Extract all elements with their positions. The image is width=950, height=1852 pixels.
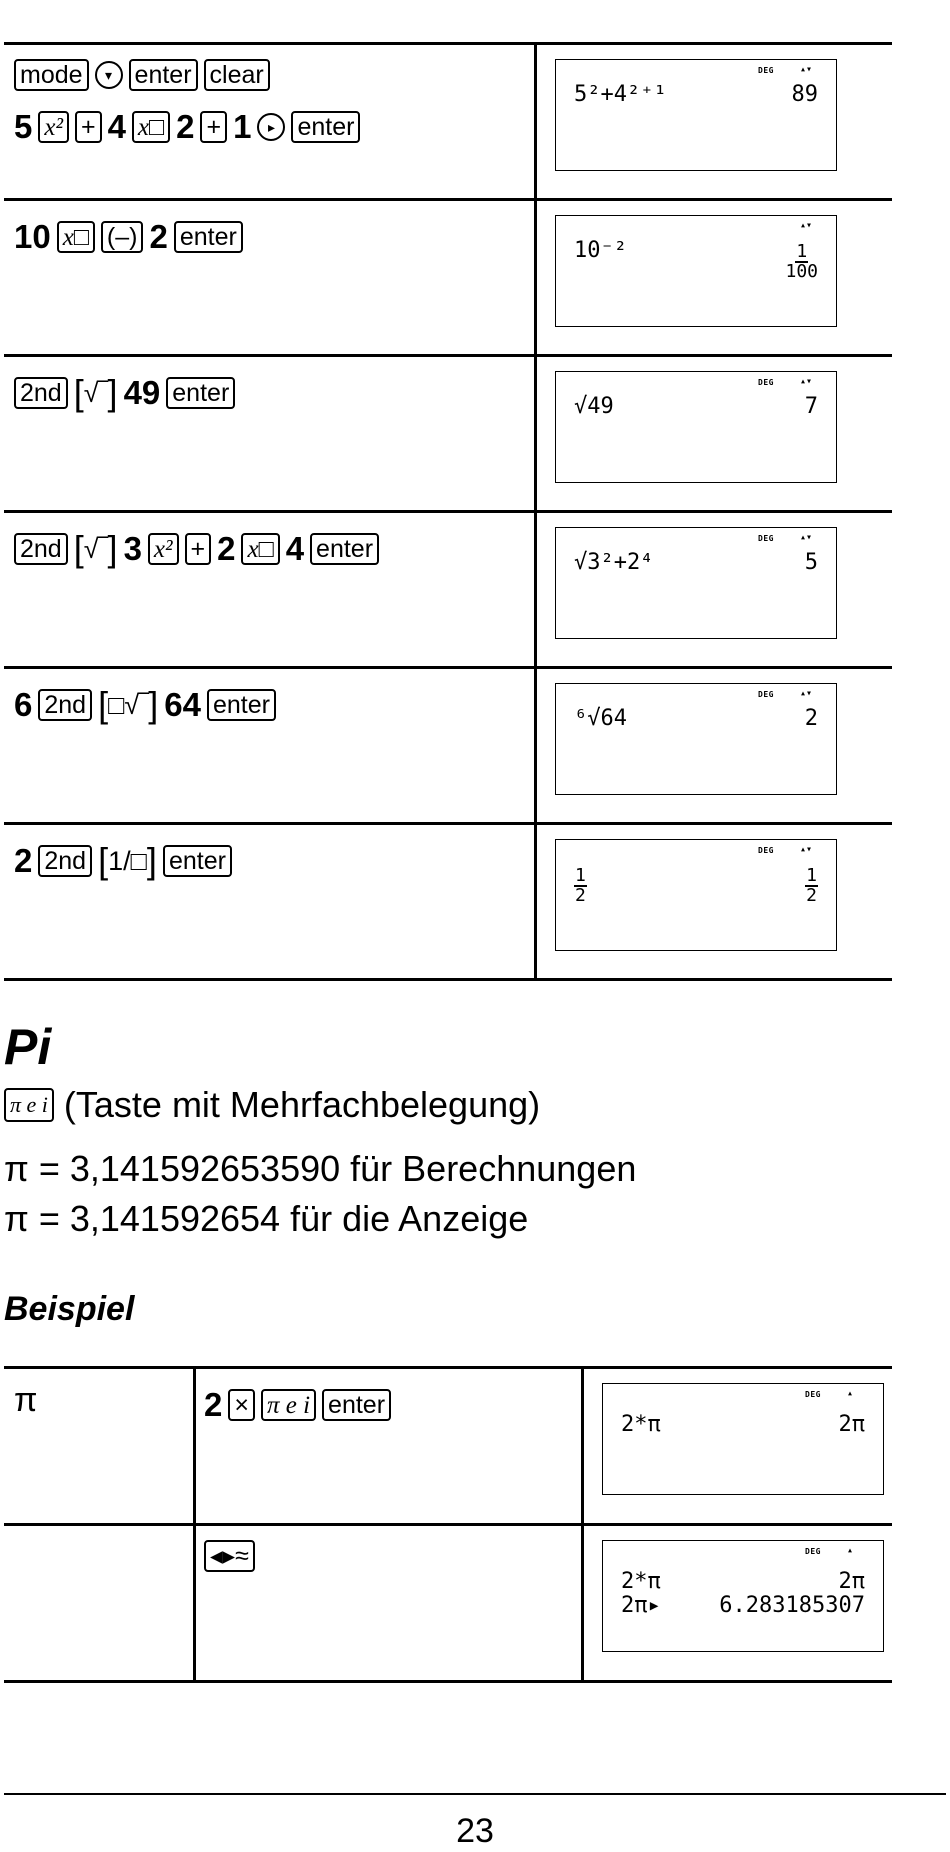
screen-line2-output: 6.283185307 [719, 1593, 865, 1618]
fraction-denominator: 100 [785, 261, 818, 282]
page-number: 23 [456, 1812, 494, 1850]
key-2nd[interactable]: 2nd [14, 377, 68, 409]
key-enter[interactable]: enter [166, 377, 235, 409]
section-heading-pi: Pi [4, 1019, 52, 1075]
scroll-indicator-icon: ▴▾ [799, 376, 812, 387]
key-[interactable]: + [185, 533, 212, 565]
key-enter[interactable]: enter [291, 111, 360, 143]
deg-indicator: DEG [805, 1390, 821, 1399]
typed-number: 64 [164, 686, 201, 723]
deg-indicator: DEG [758, 378, 774, 387]
scroll-indicator-icon: ▴▾ [799, 688, 812, 699]
table1-top-rule [4, 42, 892, 45]
table1-row-rule [4, 978, 892, 981]
bracket-left: [ [98, 684, 109, 725]
scroll-indicator-icon: ▴▾ [799, 64, 812, 75]
screen-input: √49 [574, 394, 614, 419]
typed-number: 6 [14, 686, 33, 723]
deg-indicator: DEG [758, 534, 774, 543]
scroll-indicator-icon: ▴▾ [799, 220, 812, 231]
key-enter[interactable]: enter [163, 845, 232, 877]
table1-row-rule [4, 822, 892, 825]
key-x[interactable]: x□ [241, 533, 279, 565]
typed-number: 4 [285, 530, 305, 567]
calculator-screen [555, 59, 837, 171]
table1-row-rule [4, 510, 892, 513]
screen-output-fraction [785, 243, 818, 281]
screen-output-fraction [805, 867, 818, 905]
key-enter[interactable]: enter [174, 221, 243, 253]
pi-key-description: (Taste mit Mehrfachbelegung) [63, 1084, 541, 1125]
keystroke-line [14, 105, 529, 149]
bracket-right: ] [107, 372, 118, 413]
pi-key-line [4, 1084, 540, 1126]
table1-keystroke-cell [14, 215, 529, 273]
key-ei[interactable]: π e i [261, 1389, 316, 1421]
pi-key: π e i [4, 1088, 54, 1122]
screen-line1-output: 2π [838, 1569, 865, 1594]
calculator-screen [602, 1540, 884, 1652]
calculator-screen [602, 1383, 884, 1495]
key-x[interactable]: x² [148, 533, 179, 565]
table1-keystroke-cell [14, 59, 529, 163]
calculator-screen [555, 839, 837, 951]
typed-number: 10 [14, 218, 51, 255]
typed-number: 2 [217, 530, 236, 567]
bracket-right: ] [148, 684, 159, 725]
key-x[interactable]: x□ [132, 111, 170, 143]
example-heading: Beispiel [4, 1290, 135, 1328]
table2-top-rule [4, 1366, 892, 1369]
scroll-indicator-icon: ▴ [846, 1545, 853, 1556]
fraction-numerator: 1 [806, 865, 817, 886]
keystroke-line [14, 371, 529, 415]
key-[interactable]: + [75, 111, 102, 143]
bracket-right: ] [146, 840, 157, 881]
keystroke-line [204, 1540, 574, 1572]
second-function-label [74, 527, 118, 571]
second-function-label [98, 683, 158, 727]
deg-indicator: DEG [758, 66, 774, 75]
key-[interactable]: × [228, 1389, 255, 1421]
function-name: √‾ [83, 534, 108, 564]
key-2nd[interactable]: 2nd [38, 845, 92, 877]
screen-input: 10⁻² [574, 238, 627, 263]
screen-output [805, 862, 818, 905]
typed-number: 2 [14, 842, 33, 879]
fraction-numerator: 1 [575, 865, 586, 886]
deg-indicator: DEG [758, 690, 774, 699]
typed-number: 1 [233, 108, 252, 145]
bracket-right: ] [107, 528, 118, 569]
screen-line2-input: 2π▸ [621, 1593, 661, 1618]
key-x[interactable]: x□ [57, 221, 95, 253]
calculator-screen [555, 371, 837, 483]
table1-keystroke-cell [14, 839, 529, 897]
deg-indicator: DEG [758, 846, 774, 855]
key-x[interactable]: x² [38, 111, 69, 143]
bracket-left: [ [73, 528, 84, 569]
second-function-label [74, 371, 118, 415]
table2-row-rule [4, 1523, 892, 1526]
key-enter[interactable]: enter [207, 689, 276, 721]
screen-line1-input: 2*π [621, 1412, 661, 1437]
scroll-indicator-icon: ▴▾ [799, 532, 812, 543]
screen-output: 5 [804, 550, 818, 575]
screen-line1-output: 2π [838, 1412, 865, 1437]
key-enter[interactable]: enter [322, 1389, 391, 1421]
calculator-screen [555, 527, 837, 639]
fraction-numerator: 1 [796, 241, 808, 262]
screen-input-fraction [574, 867, 587, 905]
second-function-label [98, 839, 157, 883]
table1-keystroke-cell [14, 683, 529, 741]
footer-rule [4, 1793, 946, 1795]
pi-display-precision: π = 3,141592654 für die Anzeige [4, 1198, 529, 1239]
table1-row-rule [4, 354, 892, 357]
table1-row-rule [4, 666, 892, 669]
typed-number: 49 [123, 374, 161, 411]
typed-number: 2 [204, 1386, 223, 1423]
scroll-indicator-icon: ▴▾ [799, 844, 812, 855]
screen-output: 7 [804, 394, 818, 419]
function-name: □√‾ [108, 690, 149, 720]
table1-keystroke-cell [14, 371, 529, 429]
screen-output: 89 [791, 82, 818, 107]
typed-number: 2 [176, 108, 195, 145]
table1-keystroke-cell [14, 527, 529, 585]
deg-indicator: DEG [805, 1547, 821, 1556]
function-name: √‾ [83, 378, 108, 408]
table2-keystroke-cell [204, 1540, 574, 1572]
calculator-screen [555, 683, 837, 795]
key-mode[interactable]: mode [14, 59, 89, 91]
scroll-indicator-icon: ▴ [846, 1388, 853, 1399]
keystroke-line [14, 527, 529, 571]
typed-number: 5 [14, 108, 33, 145]
keystroke-line [204, 1383, 574, 1427]
down-arrow-key-icon[interactable]: ▾ [95, 61, 123, 89]
keystroke-line [14, 683, 529, 727]
screen-line1-input: 2*π [621, 1569, 661, 1594]
typed-number: 4 [107, 108, 126, 145]
typed-number: 2 [149, 218, 168, 255]
screen-input: 5²+4²⁺¹ [574, 82, 667, 107]
pi-calc-precision: π = 3,141592653590 für Berechnungen [4, 1148, 637, 1189]
key-[interactable]: ◂▸≈ [204, 1540, 255, 1572]
table2-row-rule [4, 1680, 892, 1683]
calculator-screen [555, 215, 837, 327]
screen-input: √3²+2⁴ [574, 550, 654, 575]
key-clear[interactable]: clear [204, 59, 270, 91]
keystroke-line [14, 839, 529, 883]
key-enter[interactable]: enter [310, 533, 379, 565]
right-arrow-key-icon[interactable]: ▸ [257, 113, 285, 141]
fraction-denominator: 2 [806, 885, 817, 906]
screen-input: ⁶√64 [574, 706, 627, 731]
key-enter[interactable]: enter [129, 59, 198, 91]
screen-output [785, 238, 818, 281]
key-2nd[interactable]: 2nd [14, 533, 68, 565]
keystroke-line [14, 59, 529, 91]
bracket-left: [ [73, 372, 84, 413]
screen-output: 2 [804, 706, 818, 731]
table2-label: π [14, 1381, 38, 1419]
key-[interactable]: + [200, 111, 227, 143]
table2-keystroke-cell [204, 1383, 574, 1427]
typed-number: 3 [123, 530, 142, 567]
bracket-left: [ [98, 840, 109, 881]
screen-input [574, 862, 587, 905]
fraction-denominator: 2 [575, 885, 586, 906]
key-[interactable]: (–) [101, 221, 144, 253]
table1-row-rule [4, 198, 892, 201]
keystroke-line [14, 215, 529, 259]
function-name: 1/□ [108, 846, 147, 876]
key-2nd[interactable]: 2nd [38, 689, 92, 721]
